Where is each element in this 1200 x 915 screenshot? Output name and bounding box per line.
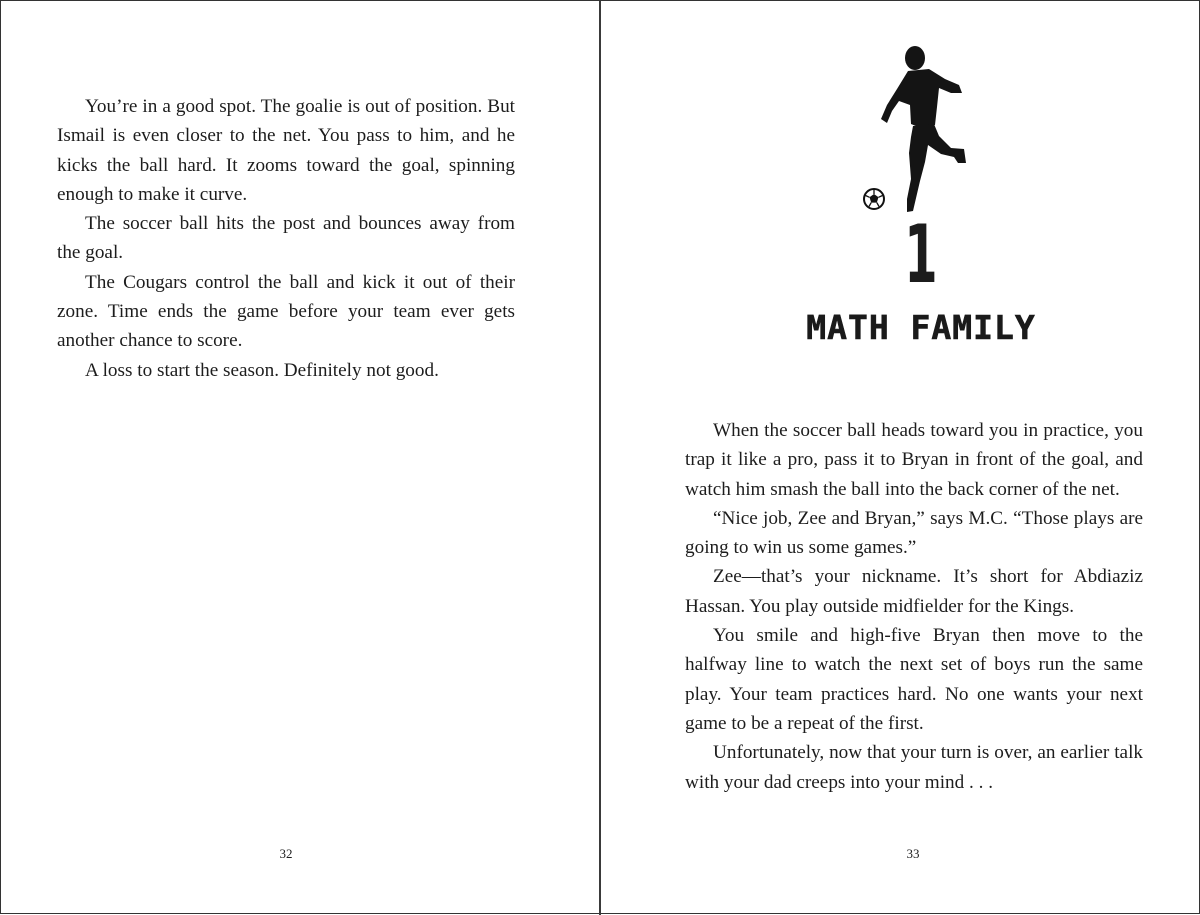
paragraph: When the soccer ball heads toward you in practice, you trap it like a pro, pass it to Bryan in front of the goal, and watch him smash the ball into the back corner of the net. [685, 420, 1143, 500]
paragraph: The soccer ball hits the post and bounces away from the goal. [57, 213, 515, 264]
paragraph: You smile and high-five Bryan then move to the halfway line to watch the next set of boys run the same play. Your team practices hard. No one wants your next game to be a repeat of the first. [685, 625, 1143, 734]
soccer-player-icon [861, 41, 981, 216]
page-number-left: 32 [279, 846, 293, 861]
right-page [601, 1, 1200, 915]
soccer-ball-icon [864, 189, 884, 209]
right-page-text [685, 416, 1143, 797]
paragraph: A loss to start the season. Definitely not good. [85, 359, 439, 381]
paragraph: You’re in a good spot. The goalie is out of position. But Ismail is even closer to the net. You pass to him, and he kicks the ball hard. It zooms toward the goal, spinning enough to make it curve. [57, 96, 515, 205]
paragraph: “Nice job, Zee and Bryan,” says M.C. “Those plays are going to win us some games.” [685, 507, 1143, 559]
left-page-text [57, 92, 515, 385]
left-page [1, 1, 599, 915]
page-number-right: 33 [906, 846, 920, 861]
chapter-number: 1 [904, 208, 938, 301]
paragraph: The Cougars control the ball and kick it out of their zone. Time ends the game before your team ever gets another chance to score. [57, 271, 515, 352]
paragraph: Zee—that’s your nickname. It’s short for Abdiaziz Hassan. You play outside midfielder for the Kings. [685, 566, 1143, 617]
paragraph: Unfortunately, now that your turn is over, an earlier talk with your dad creeps into your mind . . . [685, 742, 1143, 793]
chapter-title: MATH FAMILY [806, 308, 1036, 347]
